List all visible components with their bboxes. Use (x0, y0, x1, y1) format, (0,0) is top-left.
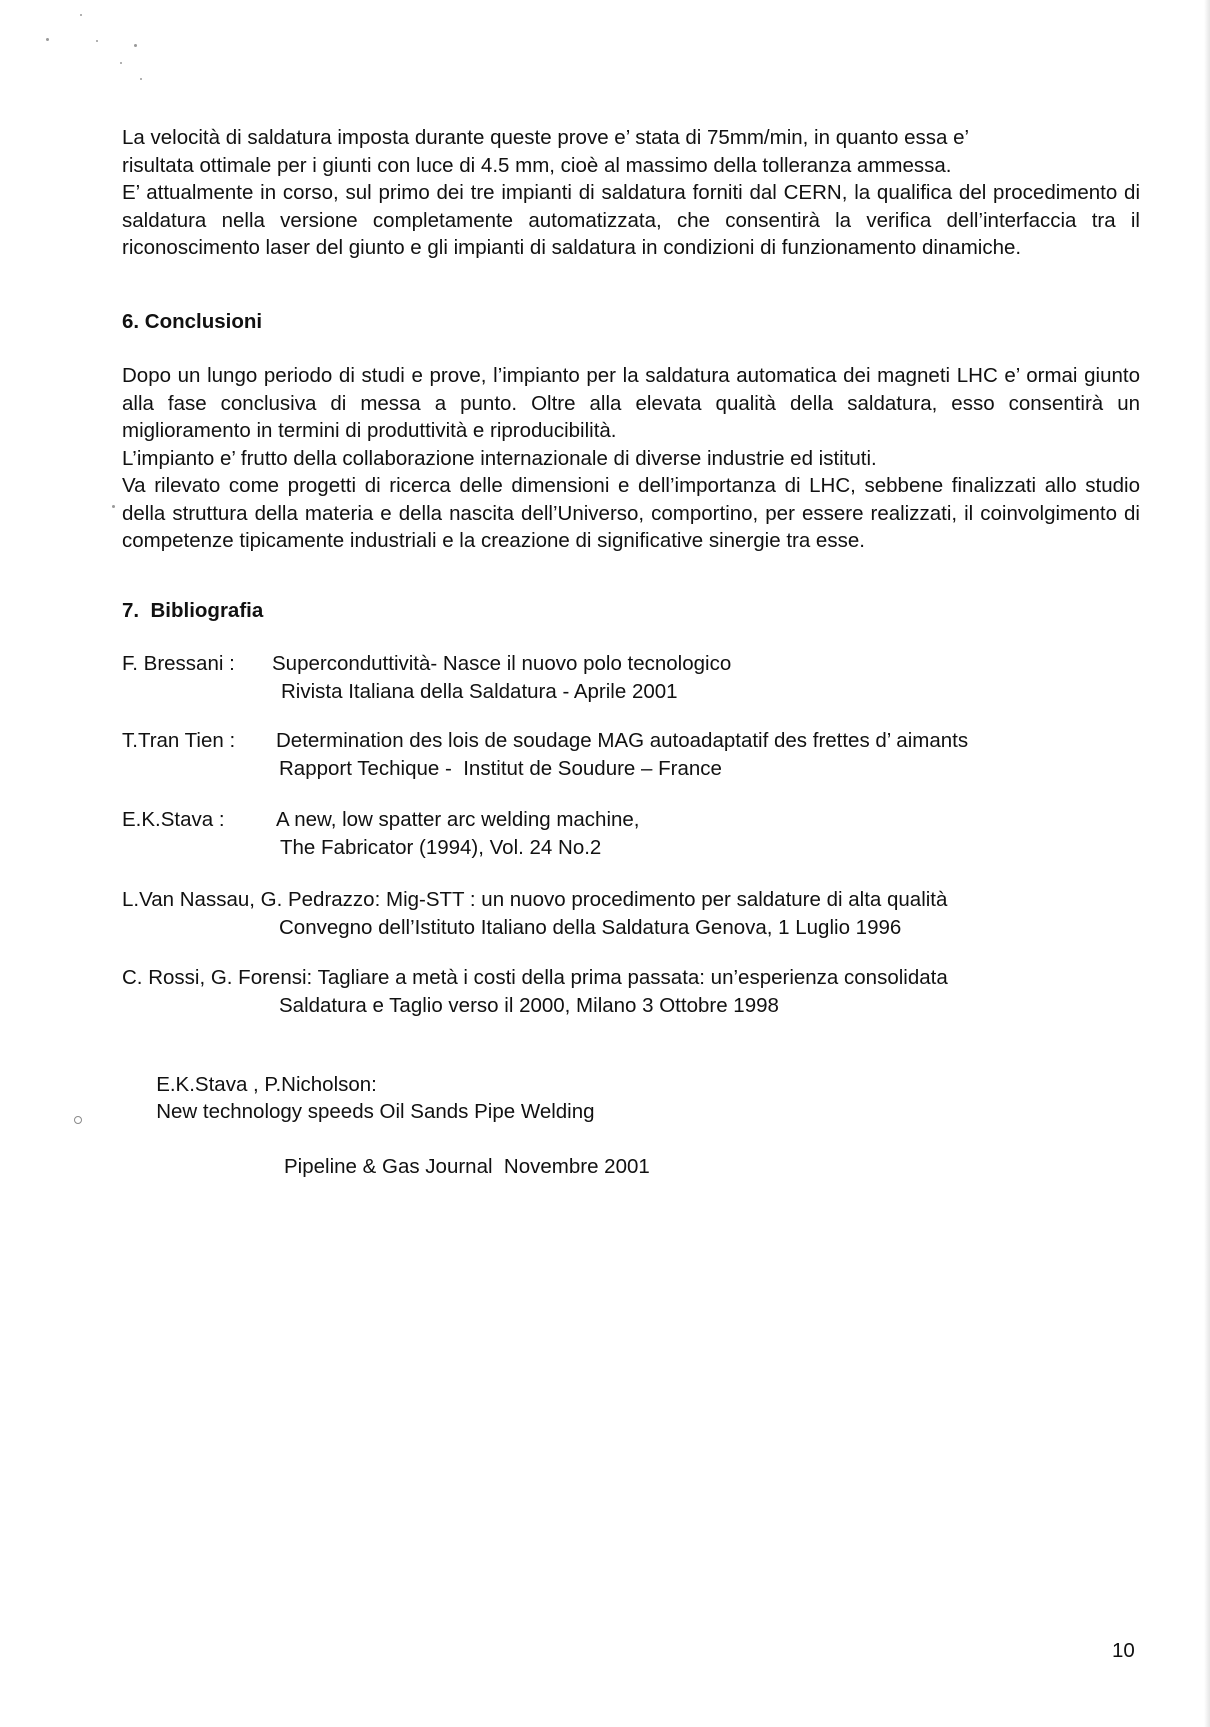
reference-line-1 (122, 964, 1142, 992)
reference-author: F. Bressani : (122, 652, 235, 675)
scan-speck (74, 1116, 82, 1124)
reference-item (122, 1043, 1142, 1181)
reference-source: Pipeline & Gas Journal Novembre 2001 (284, 1155, 650, 1178)
conclusioni-paragraph-2: L’impianto e’ frutto della collaborazione internazionale di diverse industrie ed istituti. (122, 447, 877, 470)
section-heading-bibliografia: 7. Bibliografia (122, 599, 264, 622)
reference-title: New technology speeds Oil Sands Pipe Welding (156, 1100, 595, 1123)
reference-source: Rivista Italiana della Saldatura - Aprile 2001 (281, 679, 678, 703)
reference-title: Tagliare a metà i costi della prima passata: un’esperienza consolidata (317, 966, 948, 989)
scan-speck (96, 40, 98, 42)
reference-item (122, 806, 1142, 861)
page-number: 10 (1112, 1639, 1135, 1662)
scan-speck (140, 78, 142, 80)
reference-source: Saldatura e Taglio verso il 2000, Milano 3 Ottobre 1998 (279, 993, 779, 1017)
reference-title: Superconduttività- Nasce il nuovo polo tecnologico (272, 652, 732, 675)
page-edge (1204, 0, 1210, 1727)
reference-title: Determination des lois de soudage MAG autoadaptatif des frettes d’ aimants (276, 729, 969, 752)
reference-line-1 (122, 806, 1142, 834)
reference-title: A new, low spatter arc welding machine, (276, 808, 640, 831)
reference-line-1 (122, 886, 1142, 914)
reference-item (122, 650, 1142, 705)
intro-paragraph (122, 124, 1140, 179)
cern-paragraph: E’ attualmente in corso, sul primo dei tre impianti di saldatura forniti dal CERN, la qualifica del procedimento di saldatura nella versione completamente automatizzata, che consentirà la verifica dell’interfaccia tra il riconoscimento laser del giunto e gli impianti di saldatura in condizioni di funzionamento dinamiche. (122, 181, 1140, 259)
reference-author: C. Rossi, G. Forensi: (122, 966, 313, 989)
reference-line-1 (122, 1043, 1142, 1153)
reference-line-1 (122, 650, 1142, 678)
reference-line-1 (122, 727, 1142, 755)
reference-item (122, 727, 1142, 782)
reference-source: Rapport Techique - Institut de Soudure – France (279, 756, 722, 780)
reference-author: E.K.Stava , P.Nicholson: (156, 1072, 377, 1096)
scan-speck (80, 14, 82, 16)
reference-title: Mig-STT : un nuovo procedimento per saldature di alta qualità (386, 888, 948, 911)
reference-author: E.K.Stava : (122, 808, 225, 831)
scan-speck (134, 44, 137, 47)
scan-speck (120, 62, 122, 64)
scan-speck (112, 505, 115, 508)
intro-line-1: La velocità di saldatura imposta durante queste prove e’ stata di 75mm/min, in quanto essa e’ (122, 126, 970, 149)
reference-source: Convegno dell’Istituto Italiano della Saldatura Genova, 1 Luglio 1996 (279, 915, 902, 939)
conclusioni-paragraph-3: Va rilevato come progetti di ricerca delle dimensioni e dell’importanza di LHC, sebbene finalizzati allo studio della struttura della materia e della nascita dell’Universo, comportino, per essere realizzati, il coinvolgimento di competenze tipicamente industriali e la creazione di significative sinergie tra esse. (122, 474, 1140, 552)
reference-source: The Fabricator (1994), Vol. 24 No.2 (280, 835, 602, 859)
intro-line-2: risultata ottimale per i giunti con luce di 4.5 mm, cioè al massimo della tolleranza ammessa. (122, 153, 952, 177)
reference-author: L.Van Nassau, G. Pedrazzo: (122, 888, 381, 911)
conclusioni-paragraph-1: Dopo un lungo periodo di studi e prove, l’impianto per la saldatura automatica dei magneti LHC e’ ormai giunto alla fase conclusiva di messa a punto. Oltre alla elevata qualità della saldatura, esso consentirà un miglioramento in termini di produttività e riproducibilità. (122, 364, 1140, 442)
reference-author: T.Tran Tien : (122, 729, 236, 752)
reference-item (122, 964, 1142, 1019)
reference-item (122, 886, 1142, 941)
section-heading-conclusioni: 6. Conclusioni (122, 310, 263, 333)
scan-speck (46, 38, 49, 41)
